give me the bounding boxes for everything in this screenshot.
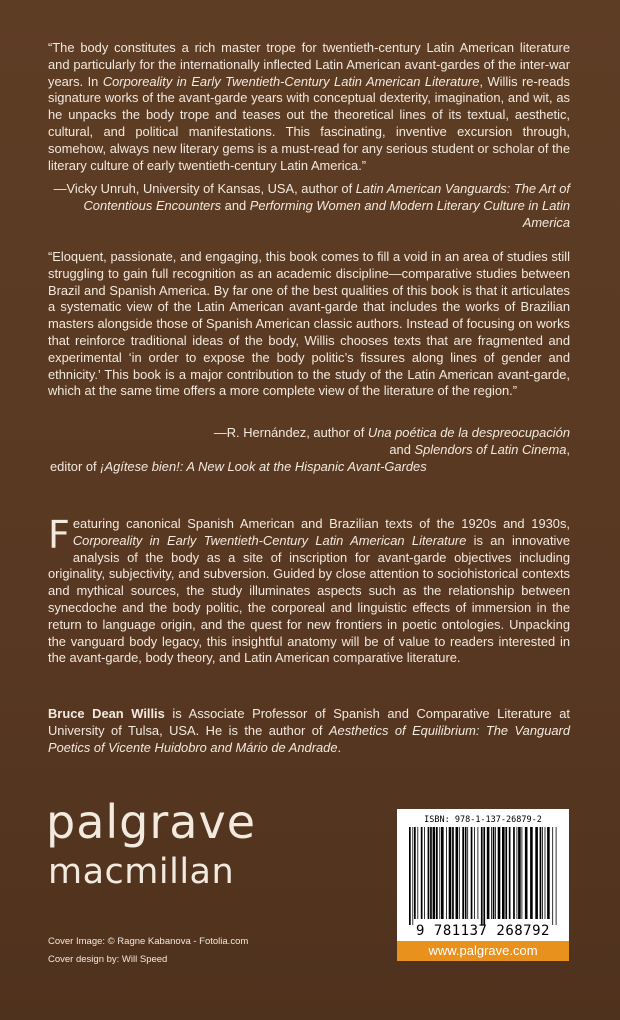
description-book-title: Corporeality in Early Twentieth-Century Latin American Literature	[72, 532, 467, 548]
barcode-bar	[462, 827, 464, 919]
book-description	[48, 513, 571, 667]
attribution-book: Latin American Vanguards: The Art of Contentious Encounters	[83, 181, 570, 213]
attribution-book: ¡Agítese bien!: A New Look at the Hispanic Avant-Gardes	[100, 459, 427, 474]
bio-text: is Associate Professor of Spanish and Comparative Literature at University of Tulsa, USA. He is the author of	[48, 706, 570, 738]
barcode-bar	[552, 827, 553, 925]
barcode-bar	[433, 827, 436, 919]
attribution-book: Una poética de la despreocupación	[367, 425, 570, 440]
bio-book-title: Aesthetics of Equilibrium: The Vanguard Poetics of Vicente Huidobro and Mário de Andrade	[48, 722, 570, 755]
barcode-bar	[509, 827, 511, 919]
author-name: Bruce Dean Willis	[48, 706, 165, 721]
barcode-bar	[449, 827, 452, 919]
barcode-bar	[441, 827, 444, 919]
attribution-name: —Vicky Unruh, University of Kansas, USA, author of	[53, 181, 356, 196]
bio-text-end: .	[337, 739, 342, 755]
barcode-bar	[467, 827, 468, 919]
publisher-url[interactable]: www.palgrave.com	[397, 941, 569, 961]
barcode-bar	[517, 827, 518, 919]
barcode-bars	[407, 827, 559, 925]
quote-book-title: Corporeality in Early Twentieth-Century Latin American Literature	[102, 73, 480, 89]
barcode-bar	[525, 827, 528, 919]
cover-image-credit: Cover Image: © Ragne Kabanova - Fotolia.com	[48, 936, 249, 947]
barcode-bar	[502, 827, 505, 919]
description-text: eaturing canonical Spanish American and Brazilian texts of the 1920s and 1930s,	[72, 516, 570, 531]
barcode-bar	[535, 827, 538, 919]
barcode-bar	[545, 827, 546, 919]
barcode-bar	[456, 827, 459, 919]
barcode-bar	[522, 827, 523, 919]
barcode-bar	[481, 827, 483, 925]
review-quote-2: “Eloquent, passionate, and engaging, this book comes to fill a void in an area of studies still struggling to gain full recognition as an academic discipline—comparative studies between Brazil and Spanish America. By far one of the best qualities of this book is that it articulates a systematic view of the Latin American avant-garde that includes the works of Brazilian masters alongside those of Spanish American classic authors. Instead of focusing on works that reinforce traditional ideas of the body, Willis chooses texts that are fragmented and experimental ‘in order to expose the body politic’s fissures along lines of gender and ethnicity.’ This book is a major contribution to the study of the Latin American avant-garde, which at the same time offers a more complete view of the literature of the region.”	[48, 249, 570, 399]
quote-text: “The body constitutes a rich master trope for twentieth-century Latin American literature and particularly for the internationally inflected Latin American avant-gardes of the inter-war years. In	[48, 40, 570, 89]
isbn-label: ISBN: 978-1-137-26879-2	[424, 815, 542, 825]
barcode-bar	[439, 827, 440, 919]
attribution-comma: ,	[566, 442, 570, 457]
isbn-barcode	[397, 809, 569, 961]
barcode-bar	[465, 827, 467, 919]
barcode-bar	[530, 827, 533, 919]
barcode-bar	[505, 827, 507, 919]
attribution-book: Splendors of Latin Cinema	[414, 442, 567, 457]
barcode-bar	[498, 827, 501, 919]
description-text: is an innovative analysis of the body as a site of inscription for avant-garde objectives including originality, subjectivity, and subversion. Guided by close attention to sociohistorical contexts and mythical sources, the study illuminates aspects such as the relationship between synecdoche and the body politic, the corporeal and linguistic effects of immersion in the return to language origin, and the quest for new frontiers in poetic ontologies. Unpacking the vanguard body legacy, this insightful anatomy will be of value to readers interested in the avant-garde, body theory, and Latin American comparative literature.	[48, 532, 571, 666]
barcode-bar	[542, 827, 543, 919]
barcode-bar	[487, 827, 490, 919]
barcode-bar	[412, 827, 413, 925]
barcode-bar	[471, 827, 473, 919]
publisher-logo-palgrave: palgrave	[46, 795, 256, 849]
barcode-bar	[430, 827, 432, 919]
barcode-bar	[478, 827, 479, 919]
quote-2-attribution-line-1	[50, 425, 570, 442]
cover-design-credit: Cover design by: Will Speed	[48, 954, 168, 965]
barcode-bar	[428, 827, 430, 919]
ean-number: 9 781137 268792	[416, 923, 550, 939]
attribution-and: and	[389, 442, 415, 457]
quote-1-attribution	[50, 181, 570, 231]
barcode-bar	[547, 827, 550, 919]
barcode-bar	[493, 827, 495, 919]
barcode-bar	[474, 827, 475, 919]
barcode-bar	[421, 827, 423, 919]
quote-text: , Willis re-reads signature works of the avant-garde years with conceptual dexterity, imagination, and wit, as he unpacks the body trope and teases out the theoretical lines of its textual, aesthetic, cultural, and political manifestations. This fascinating, inventive excursion through, somehow, always new literary gems is a must-read for any serious student or scholar of the literary culture of early twentieth-century Latin America.”	[48, 73, 570, 173]
attribution-editor: editor of	[50, 459, 101, 474]
attribution-book: Performing Women and Modern Literary Culture in Latin America	[249, 197, 570, 230]
barcode-bar	[491, 827, 492, 919]
barcode-bar	[424, 827, 425, 919]
attribution-and: and	[221, 197, 250, 213]
barcode-bar	[518, 827, 521, 919]
publisher-logo-macmillan: macmillan	[48, 852, 235, 892]
barcode-bar	[452, 827, 454, 919]
barcode-bar	[495, 827, 496, 919]
barcode-bar	[436, 827, 438, 919]
barcode-bar	[540, 827, 542, 919]
attribution-name: —R. Hernández, author of	[213, 425, 368, 440]
drop-cap: F	[48, 513, 70, 557]
quote-2-attribution-line-2	[50, 442, 570, 459]
barcode-bar	[556, 827, 557, 925]
barcode-bar	[513, 827, 515, 919]
barcode-bar	[459, 827, 460, 919]
review-quote-1	[48, 40, 570, 174]
barcode-bar	[414, 827, 416, 919]
author-bio	[48, 706, 570, 756]
quote-2-attribution-line-3	[50, 459, 580, 476]
barcode-bar	[483, 827, 485, 925]
barcode-bar	[446, 827, 447, 919]
barcode-bar	[417, 827, 418, 919]
barcode-bar	[409, 827, 411, 925]
